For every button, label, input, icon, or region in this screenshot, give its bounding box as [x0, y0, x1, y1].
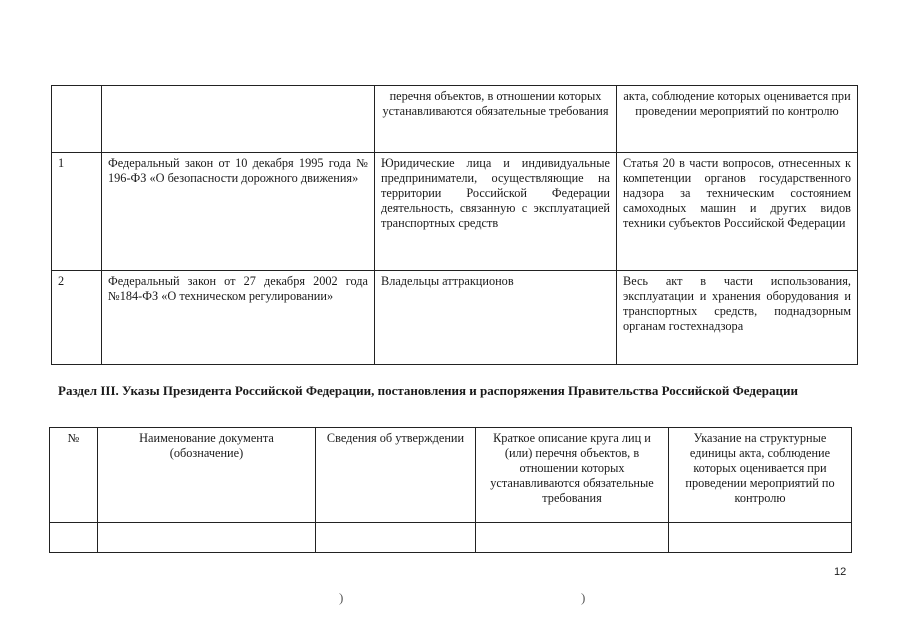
header-cell-subjects: Краткое описание круга лиц и (или) перечня объектов, в отношении которых устанавливаются обязательные требования	[476, 428, 669, 523]
header-cell-subjects: перечня объектов, в отношении которых устанавливаются обязательные требования	[375, 86, 617, 153]
empty-cell	[98, 523, 316, 553]
document-name-cell: Федеральный закон от 10 декабря 1995 года № 196-ФЗ «О безопасности дорожного движения»	[102, 153, 375, 271]
table-header-row	[50, 428, 852, 523]
structural-units-cell: Весь акт в части использования, эксплуатации и хранения оборудования и транспортных средств, поднадзорным органам гостехнадзора	[617, 271, 858, 365]
header-cell-document	[102, 86, 375, 153]
empty-cell	[50, 523, 98, 553]
subjects-cell: Владельцы аттракционов	[375, 271, 617, 365]
page-number: 12	[834, 566, 847, 578]
section-heading: Раздел III. Указы Президента Российской Федерации, постановления и распоряжения Правительства Российской Федерации	[58, 383, 798, 398]
header-cell-approval: Сведения об утверждении	[316, 428, 476, 523]
document-name-cell: Федеральный закон от 27 декабря 2002 года №184-ФЗ «О техническом регулировании»	[102, 271, 375, 365]
empty-cell	[316, 523, 476, 553]
table-header-row	[52, 86, 858, 153]
section3-table	[49, 427, 852, 553]
header-cell-num	[52, 86, 102, 153]
empty-cell	[669, 523, 852, 553]
header-cell-units: Указание на структурные единицы акта, соблюдение которых оценивается при проведении мероприятий по контролю	[669, 428, 852, 523]
footer-mark-right: )	[581, 590, 586, 605]
subjects-cell: Юридические лица и индивидуальные предприниматели, осуществляющие на территории Российской Федерации деятельность, связанную с эксплуатацией транспортных средств	[375, 153, 617, 271]
structural-units-cell: Статья 20 в части вопросов, отнесенных к компетенции органов государственного надзора за техническим состоянием самоходных машин и других видов техники субъектов Российской Федерации	[617, 153, 858, 271]
row-number: 1	[52, 153, 102, 271]
header-cell-document: Наименование документа (обозначение)	[98, 428, 316, 523]
row-number: 2	[52, 271, 102, 365]
header-cell-num: №	[50, 428, 98, 523]
table-row	[50, 523, 852, 553]
empty-cell	[476, 523, 669, 553]
footer-mark-left: )	[339, 590, 344, 605]
section2-table	[51, 85, 858, 365]
header-cell-units: акта, соблюдение которых оценивается при проведении мероприятий по контролю	[617, 86, 858, 153]
table-row	[52, 153, 858, 271]
table-row	[52, 271, 858, 365]
